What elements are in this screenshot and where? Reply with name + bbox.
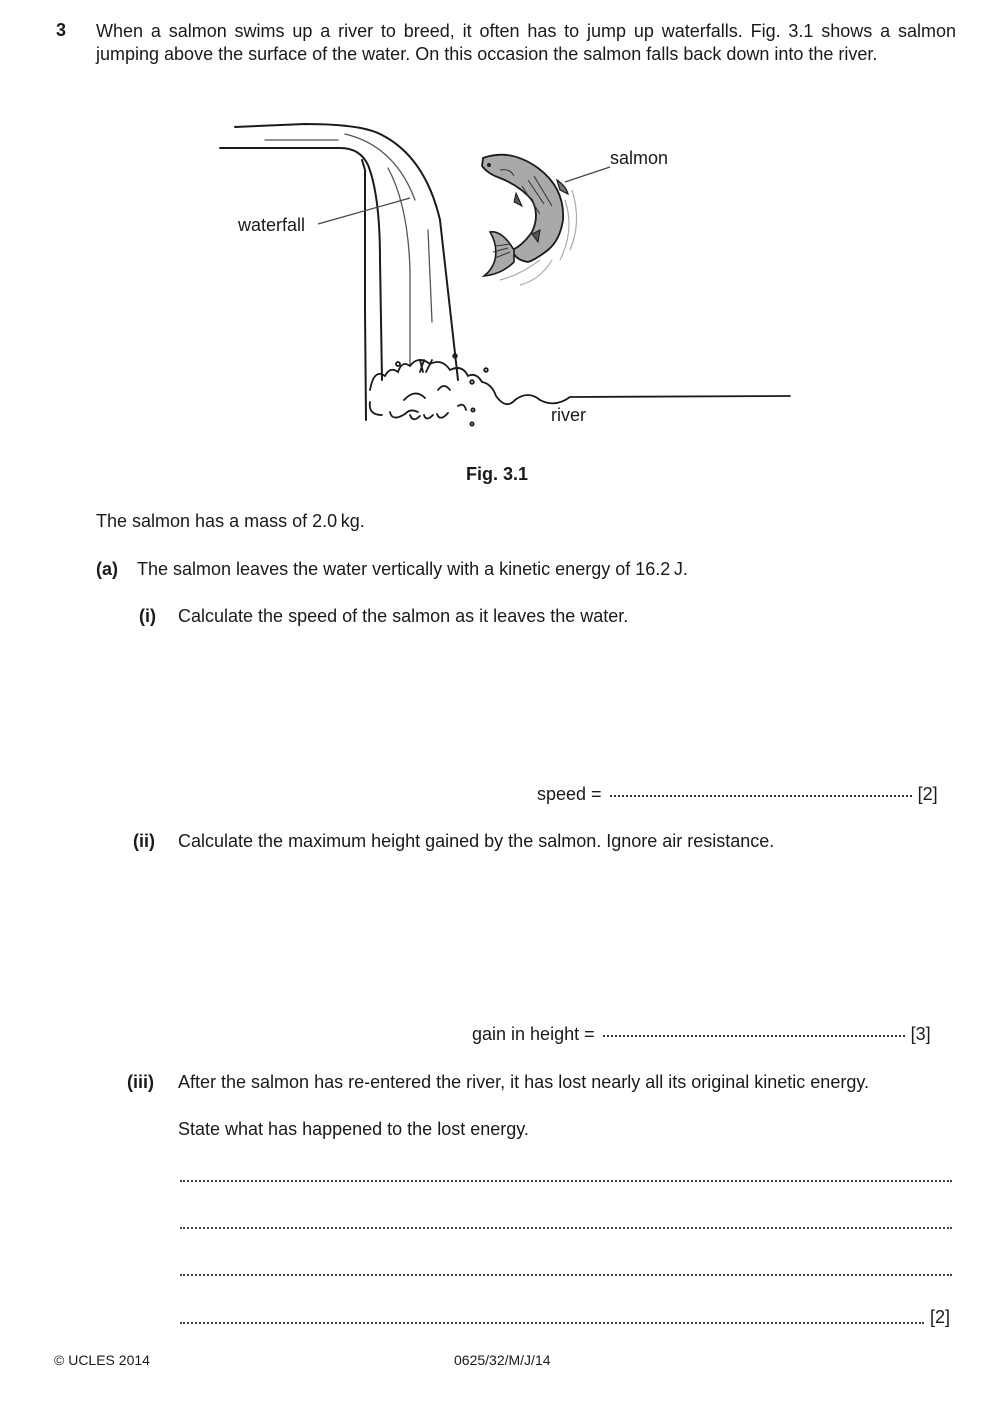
figure-3-1: [210, 110, 810, 440]
speed-answer-field[interactable]: [610, 795, 912, 797]
figure-caption: Fig. 3.1: [465, 464, 528, 484]
answer-line-2[interactable]: [180, 1227, 952, 1229]
answer-line-1[interactable]: [180, 1180, 952, 1182]
mass-statement: The salmon has a mass of 2.0 kg.: [96, 511, 365, 531]
speed-marks: [2]: [917, 784, 938, 804]
answer-line-4[interactable]: [180, 1322, 924, 1324]
salmon-label: salmon: [610, 148, 669, 168]
answer-line-3[interactable]: [180, 1274, 952, 1276]
river-label: river: [551, 405, 586, 425]
salmon-drawing: [482, 155, 577, 285]
question-number: 3: [56, 20, 67, 40]
part-a-text: The salmon leaves the water vertically with a kinetic energy of 16.2 J.: [137, 559, 688, 579]
part-a-label: (a): [96, 559, 118, 579]
part-a-ii-text: Calculate the maximum height gained by the salmon. Ignore air resistance.: [178, 831, 775, 851]
part-a-iii-label: (iii): [127, 1072, 154, 1092]
part-a-iii-text: After the salmon has re-entered the river, it has lost nearly all its original kinetic energy.: [178, 1072, 869, 1092]
waterfall-label: waterfall: [238, 215, 306, 235]
part-a-ii-label: (ii): [133, 831, 155, 851]
part-a-i-text: Calculate the speed of the salmon as it leaves the water.: [178, 606, 629, 626]
height-answer-row: [472, 1024, 931, 1045]
part-a-iii-marks: [2]: [930, 1307, 951, 1327]
question-intro: When a salmon swims up a river to breed, it often has to jump up waterfalls. Fig. 3.1 shows a salmon jumping above the surface of the water. On this occasion the salmon falls back down into the river.: [96, 21, 956, 64]
footer-paper-code: 0625/32/M/J/14: [454, 1352, 551, 1368]
speed-prompt: speed =: [537, 784, 602, 804]
part-a-i-label: (i): [139, 606, 156, 626]
speed-answer-row: [537, 784, 938, 805]
height-marks: [3]: [910, 1024, 931, 1044]
footer-copyright: © UCLES 2014: [54, 1352, 150, 1368]
height-prompt: gain in height =: [472, 1024, 595, 1044]
waterfall-drawing: [220, 124, 458, 420]
part-a-iii-instruction: State what has happened to the lost energy.: [178, 1119, 529, 1139]
height-answer-field[interactable]: [603, 1035, 905, 1037]
